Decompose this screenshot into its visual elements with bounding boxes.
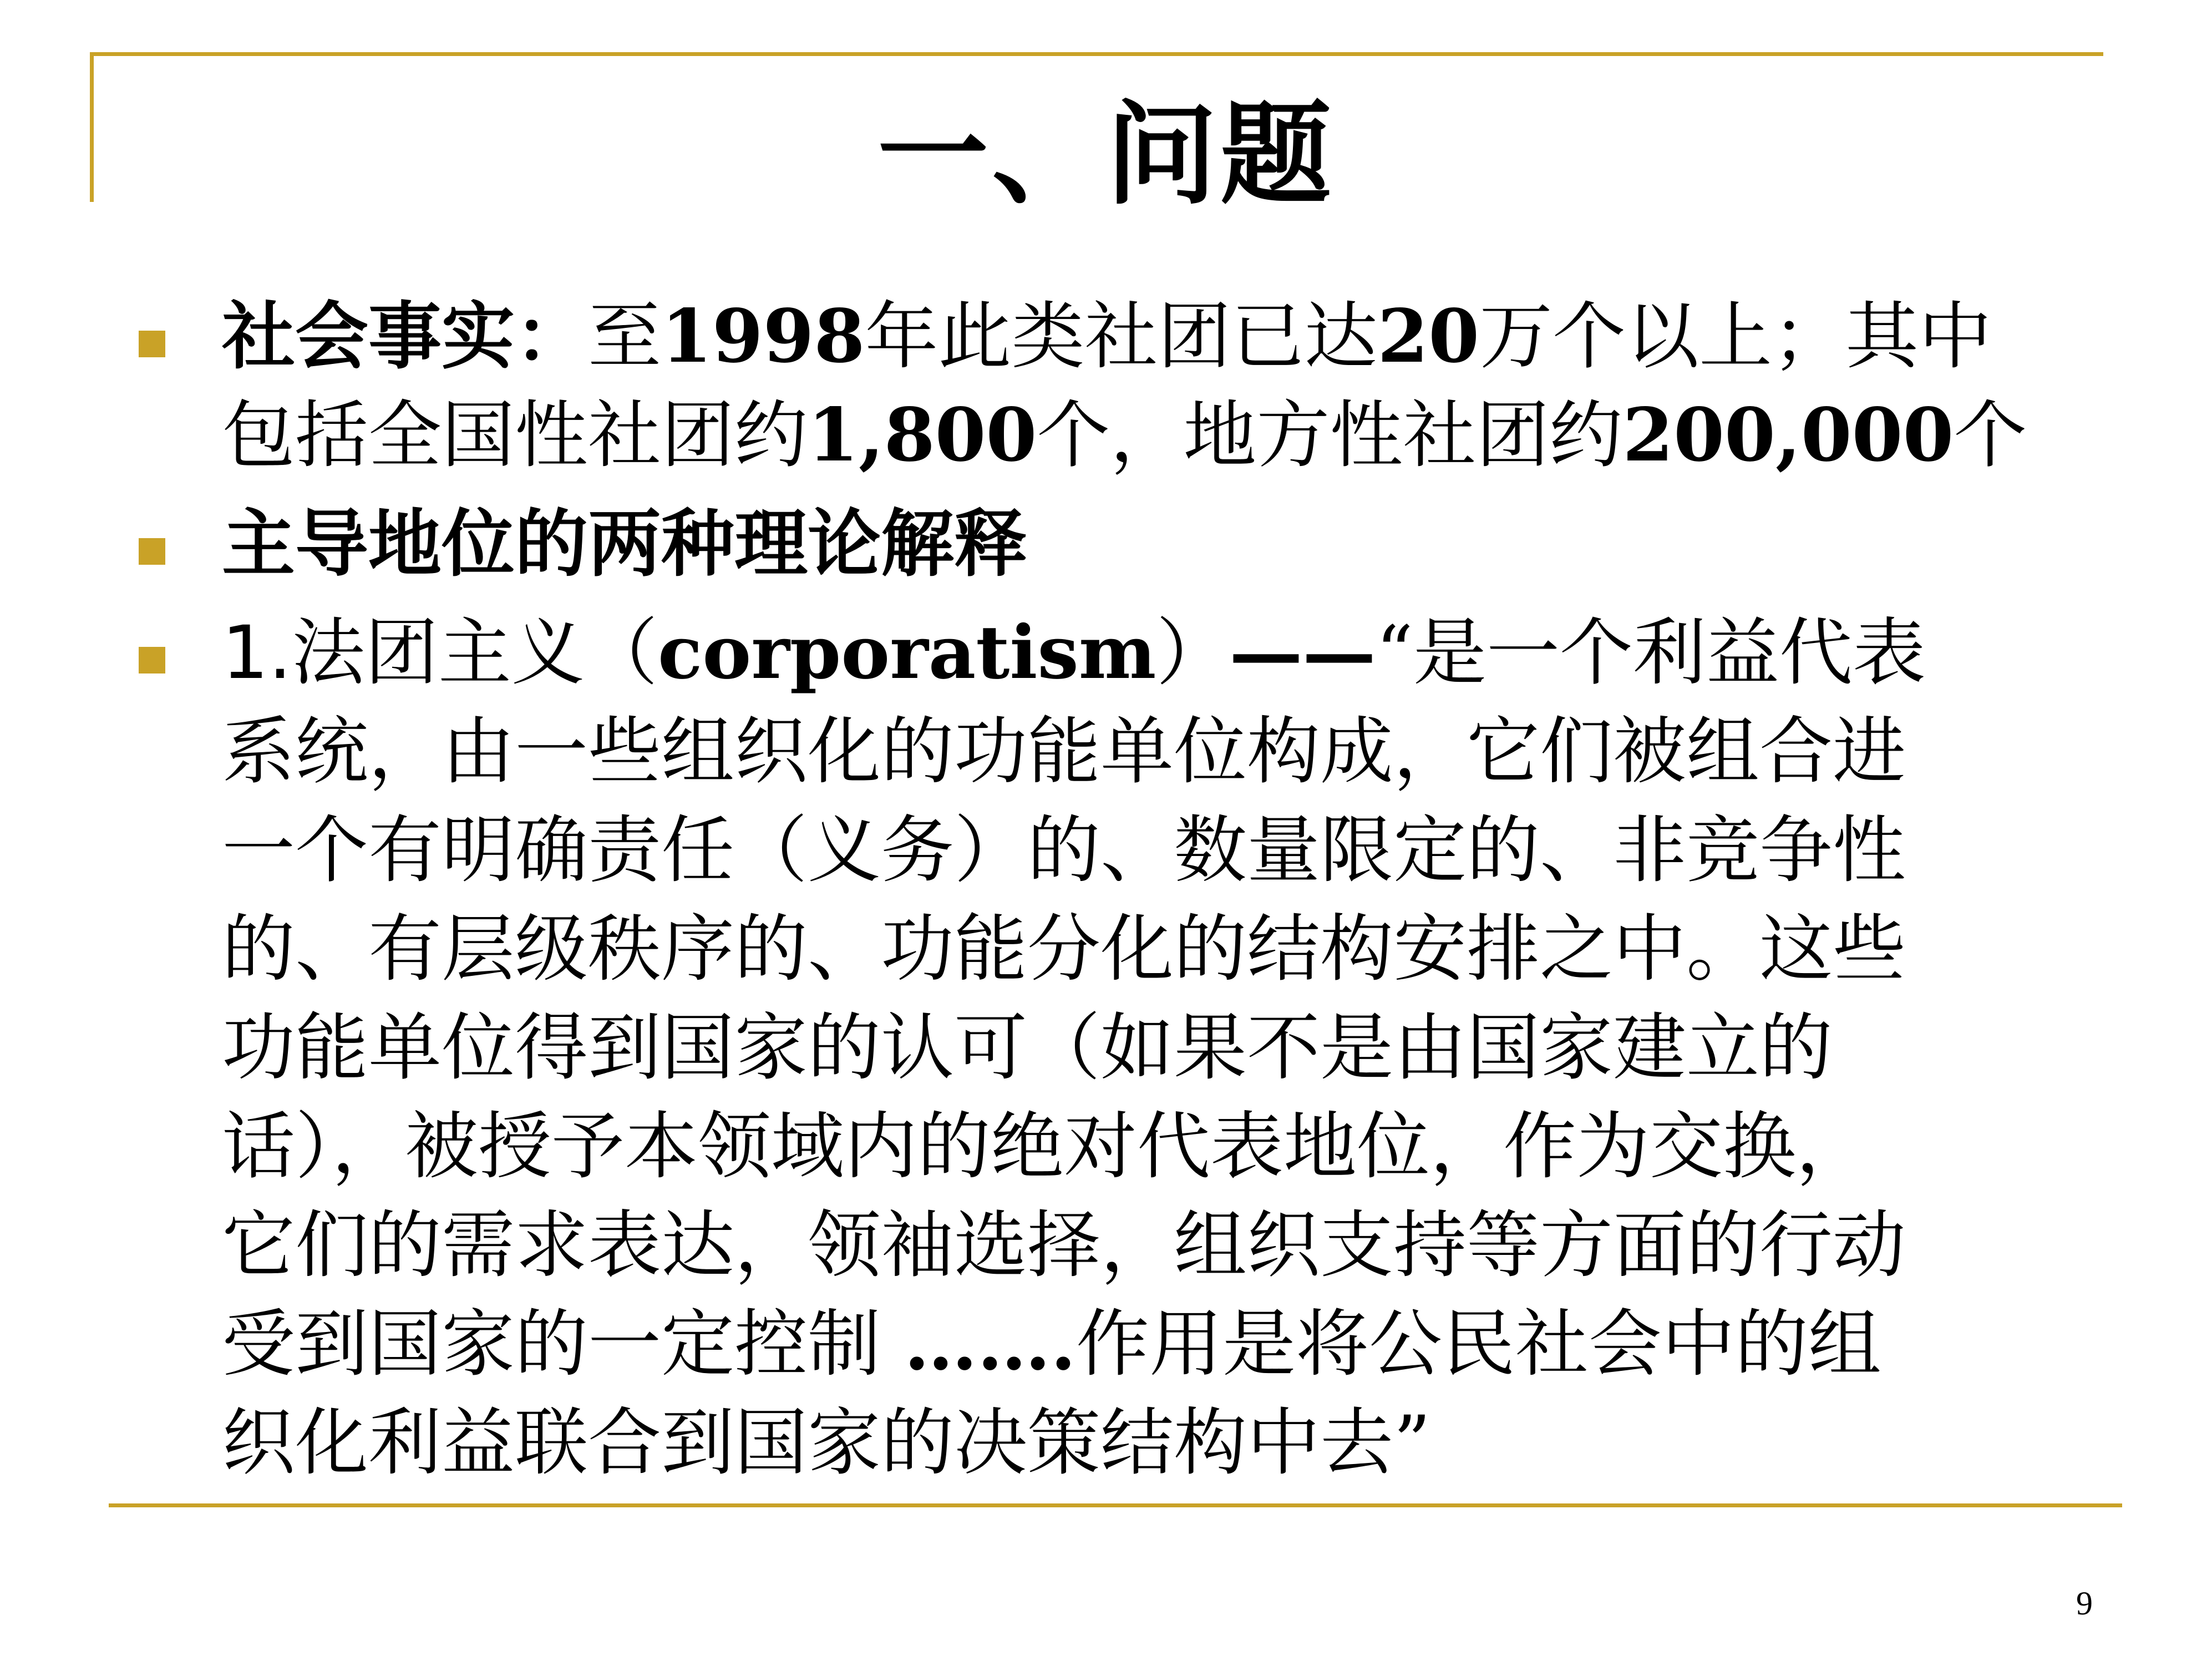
text-segment: 社会事实： [222,294,588,379]
bullet-text-line [222,1394,2080,1492]
text-segment: 主导地位的两种理论解释 [222,502,1027,587]
slide-frame-top-rule [90,52,2103,56]
bullet-list [139,287,2080,1492]
text-segment: 作用是将公民社会中的组 [1075,1302,1881,1387]
slide-frame-bottom-rule [109,1503,2122,1507]
bullet-text-line [222,1196,2080,1295]
text-segment: 它们的需求表达，领袖选择，组织支持等方面的行动 [222,1203,1906,1288]
bullet-text-line [222,1097,2080,1196]
text-segment: 个，地方性社团约 [1037,393,1623,478]
bullet-item-theories [139,495,2080,594]
text-segment: corporatism [657,610,1156,696]
text-segment: 话），被授予本领域内的绝对代表地位，作为交换， [222,1104,1869,1189]
text-segment: 1998 [661,293,865,379]
square-bullet-icon [139,331,165,357]
slide-title: 一、问题 [877,90,1335,220]
bullet-text-line [222,495,2080,594]
text-segment: 包括全国性社团约 [222,393,808,478]
bullet-item-social-facts [139,287,2080,485]
text-segment: 万个以上；其中 [1479,294,1992,379]
square-bullet-icon [139,647,165,673]
text-segment: —— [1229,610,1376,696]
text-segment: 200,000 [1622,392,1954,478]
bullet-text-line [222,604,2080,702]
bullet-text-line [222,386,2080,485]
text-segment: ……. [904,1301,1076,1387]
bullet-item-corporatism [139,604,2080,1492]
text-segment: 至 [588,294,661,379]
text-segment: 受到国家的一定控制 [222,1302,904,1387]
bullet-text-line [222,287,2080,386]
text-segment: “是一个利益代表 [1376,610,1926,696]
bullet-text-line [222,1295,2080,1394]
square-bullet-icon [139,538,165,565]
text-segment: 织化利益联合到国家的决策结构中去” [222,1400,1431,1486]
text-segment: 功能单位得到国家的认可（如果不是由国家建立的 [222,1005,1833,1091]
bullet-text-line [222,801,2080,900]
text-segment: 1,800 [808,392,1037,478]
text-segment: 年此类社团已达 [865,294,1378,379]
bullet-text-line [222,702,2080,801]
text-segment: 1. [222,610,292,696]
bullet-text-line [222,900,2080,999]
text-segment: 的、有层级秩序的、功能分化的结构安排之中。这些 [222,907,1906,992]
text-segment: 一个有明确责任（义务）的、数量限定的、非竞争性 [222,808,1906,893]
text-segment: 法团主义（ [291,610,658,696]
text-segment: 个 [1954,393,2027,478]
bullet-text-line [222,999,2080,1097]
text-segment: 系统，由一些组织化的功能单位构成，它们被组合进 [222,709,1906,794]
text-segment: ） [1156,610,1230,696]
page-number: 9 [2076,1585,2093,1622]
text-segment: 20 [1377,293,1480,379]
